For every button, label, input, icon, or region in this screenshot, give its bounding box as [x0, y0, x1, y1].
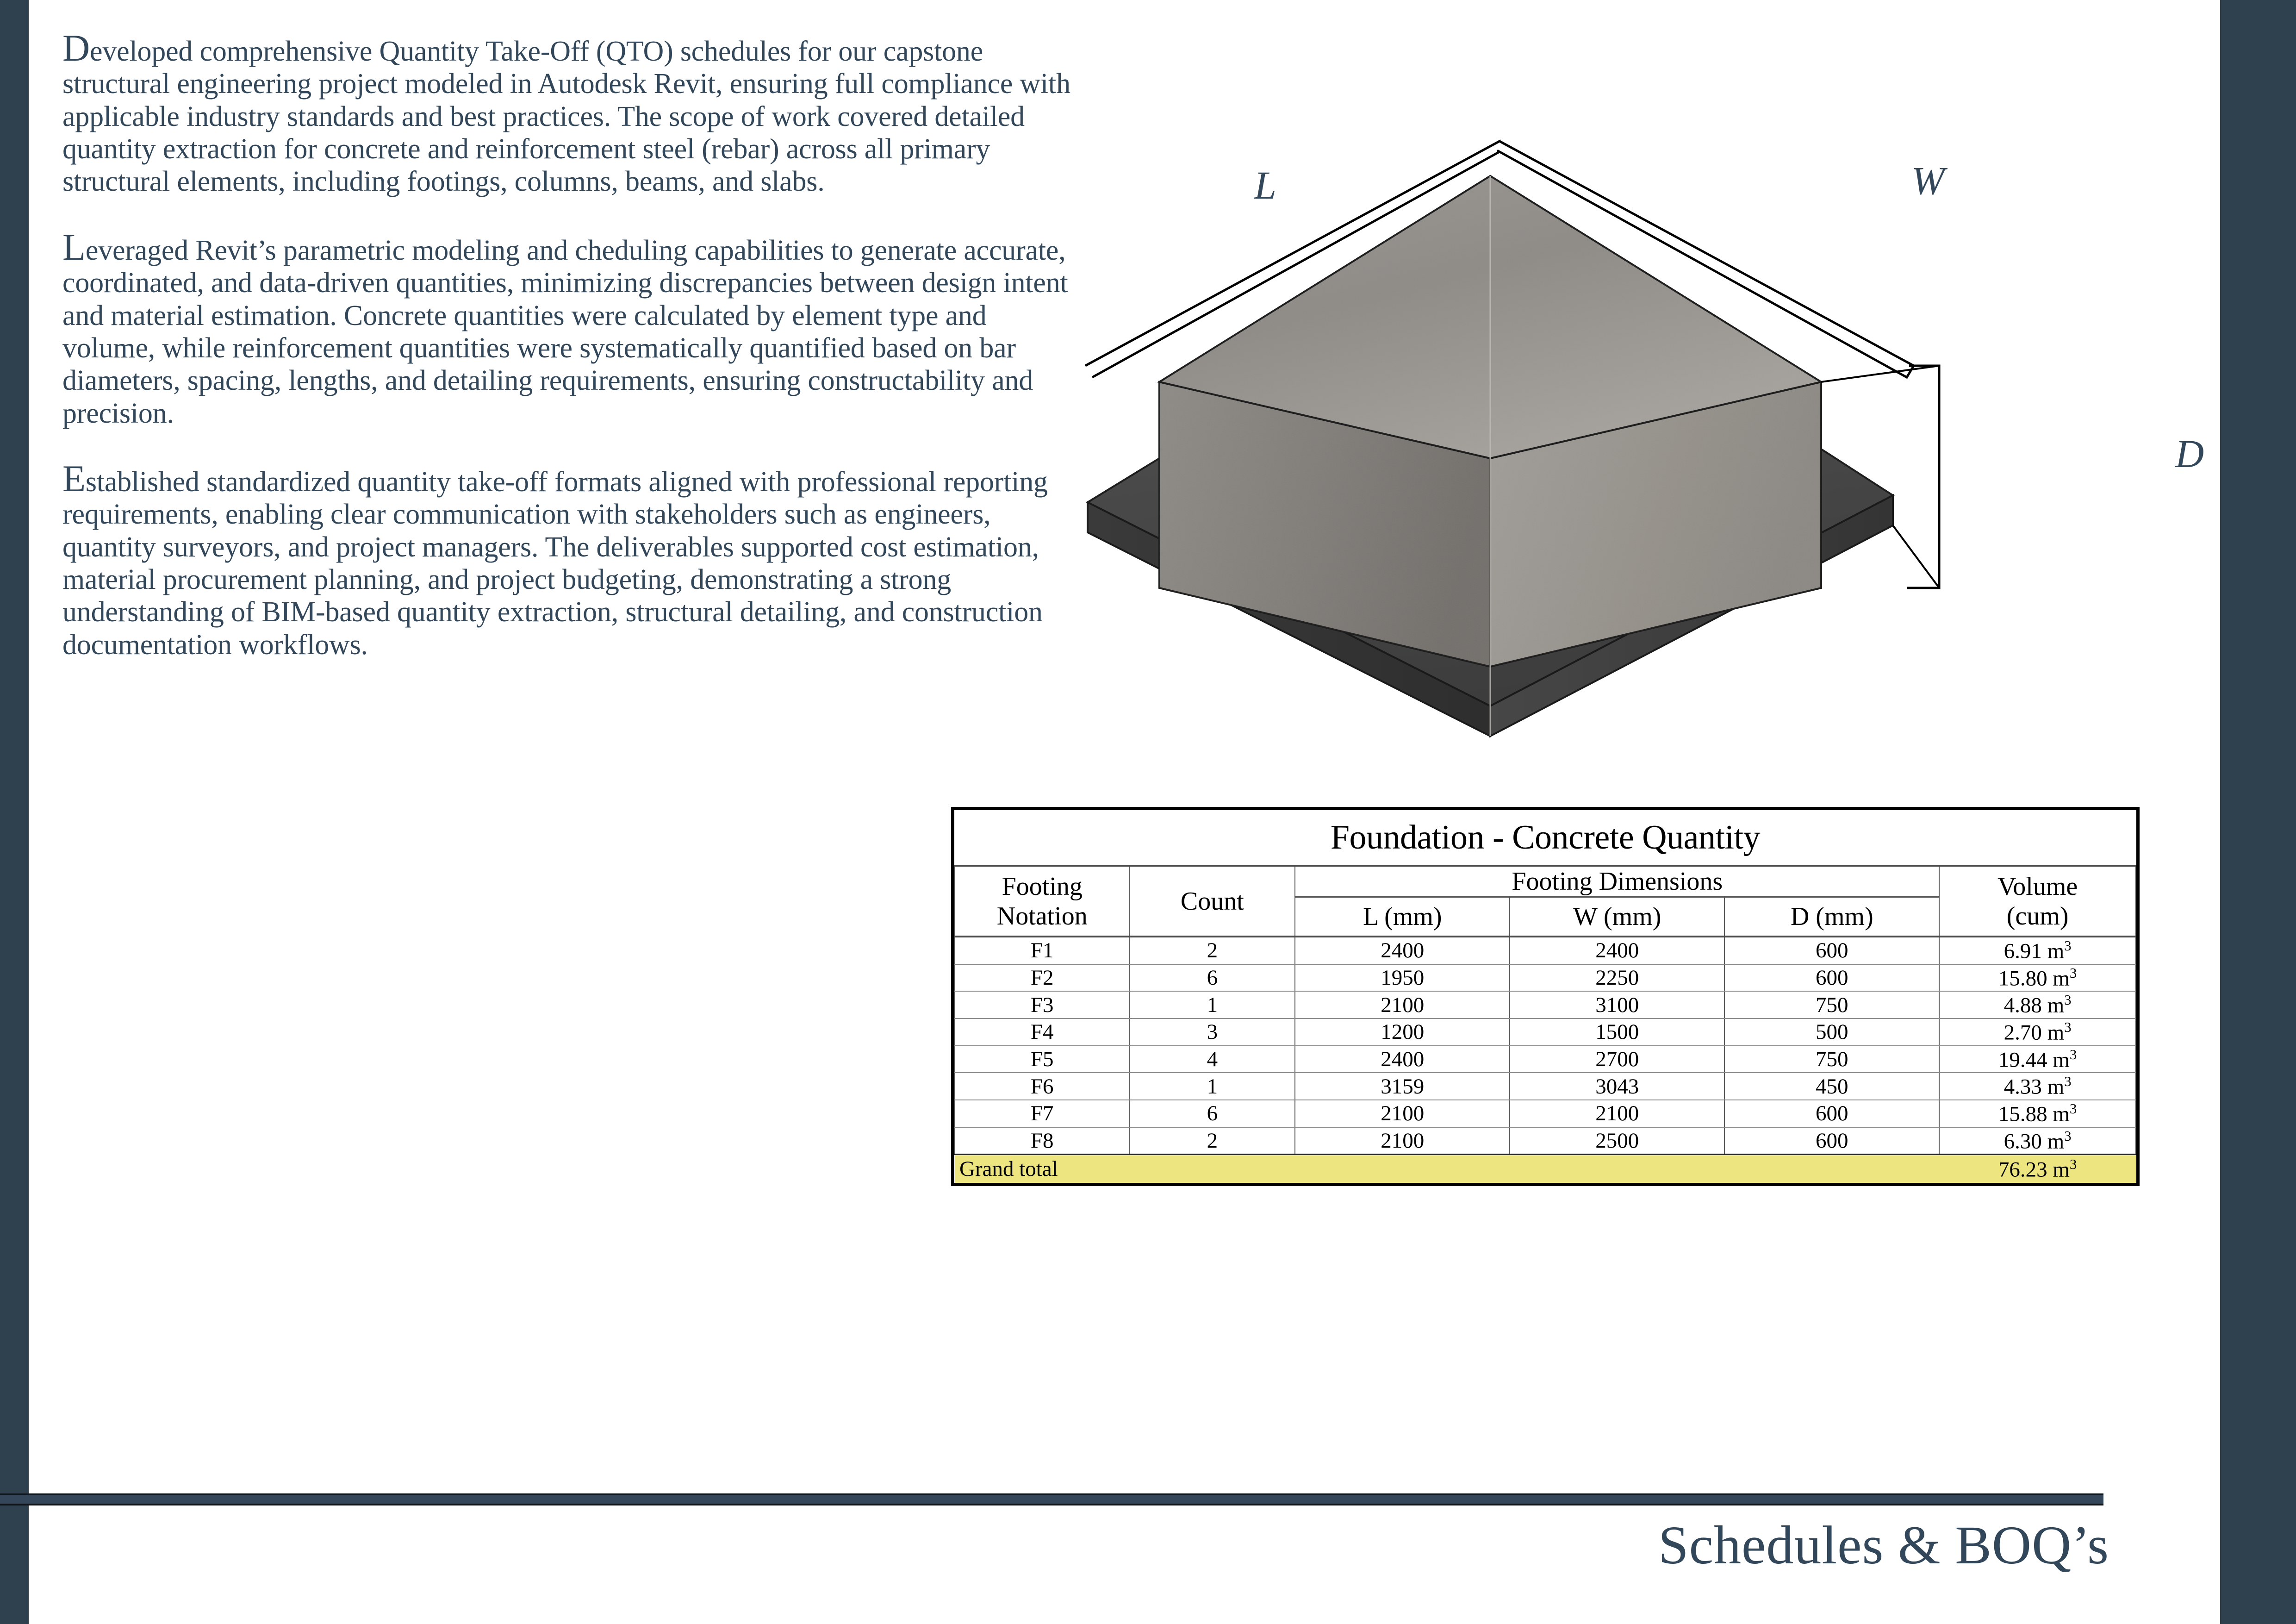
table-row	[955, 937, 2136, 964]
cell-length: 3159	[1295, 1073, 1510, 1100]
table-header-group-row	[955, 866, 2136, 897]
table-row	[955, 1046, 2136, 1073]
cell-depth: 600	[1724, 964, 1939, 992]
cell-volume-number: 4.33 m	[2004, 1074, 2065, 1099]
cell-notation: F4	[955, 1018, 1129, 1046]
table-row	[955, 1127, 2136, 1155]
footing-block	[1159, 176, 1821, 736]
cell-length: 2100	[1295, 991, 1510, 1018]
cell-width: 3100	[1510, 991, 1724, 1018]
grand-total-unit-sup: 3	[2069, 1156, 2077, 1172]
dimension-label-depth: D	[2175, 431, 2204, 476]
cell-count: 2	[1129, 937, 1295, 964]
cell-length: 1200	[1295, 1018, 1510, 1046]
dropcap-2: L	[62, 225, 86, 268]
header-footing-line2: Notation	[996, 901, 1088, 931]
schedule-table	[954, 810, 2136, 1183]
paragraph-2	[62, 225, 1081, 430]
cell-volume-number: 15.80 m	[1998, 966, 2070, 991]
cell-depth: 750	[1724, 1046, 1939, 1073]
cell-volume-number: 2.70 m	[2004, 1020, 2065, 1045]
paragraph-3-text: stablished standardized quantity take-off formats aligned with professional reporting requirements, enabling clear communication with stakeholders such as engineers, quantity surveyors, and project managers. The deliverables supported cost estimation, material procurement planning, and project budgeting, demonstrating a strong understanding of BIM-based quantity extraction, structural detailing, and construction documentation workflows.	[62, 466, 1048, 661]
table-title-row	[955, 810, 2136, 866]
cell-width: 2250	[1510, 964, 1724, 992]
header-volume	[1939, 866, 2136, 937]
table-row	[955, 964, 2136, 992]
cell-volume-unit-sup: 3	[2064, 1073, 2072, 1090]
cell-depth: 450	[1724, 1073, 1939, 1100]
header-width-mm: W (mm)	[1510, 897, 1724, 937]
header-footing-line1: Footing	[1002, 872, 1083, 901]
cell-depth: 500	[1724, 1018, 1939, 1046]
cell-depth: 600	[1724, 937, 1939, 964]
cell-width: 2700	[1510, 1046, 1724, 1073]
cell-depth: 600	[1724, 1127, 1939, 1155]
table-row	[955, 1018, 2136, 1046]
cell-notation: F5	[955, 1046, 1129, 1073]
grand-total-label: Grand total	[955, 1155, 1724, 1183]
header-depth-mm: D (mm)	[1724, 897, 1939, 937]
footer-divider-bar	[0, 1493, 2103, 1505]
cell-volume-unit-sup: 3	[2069, 1100, 2077, 1117]
header-count: Count	[1129, 866, 1295, 937]
cell-notation: F3	[955, 991, 1129, 1018]
cell-volume	[1939, 1127, 2136, 1155]
paragraph-3	[62, 457, 1081, 661]
cell-count: 1	[1129, 991, 1295, 1018]
grand-total-value	[1939, 1155, 2136, 1183]
cell-notation: F6	[955, 1073, 1129, 1100]
left-edge-strip	[0, 0, 29, 1624]
cell-volume-number: 4.88 m	[2004, 993, 2065, 1018]
paragraph-1	[62, 27, 1081, 198]
header-footing-notation	[955, 866, 1129, 937]
cell-width: 1500	[1510, 1018, 1724, 1046]
dimension-label-length: L	[1254, 163, 1276, 207]
header-footing-dimensions: Footing Dimensions	[1295, 866, 1939, 897]
cell-volume	[1939, 1073, 2136, 1100]
cell-volume-number: 6.91 m	[2004, 939, 2065, 963]
foundation-concrete-quantity-table	[951, 807, 2140, 1186]
cell-width: 3043	[1510, 1073, 1724, 1100]
cell-volume-number: 15.88 m	[1998, 1102, 2070, 1126]
grand-total-number: 76.23 m	[1998, 1157, 2070, 1182]
cell-count: 2	[1129, 1127, 1295, 1155]
cell-volume	[1939, 1100, 2136, 1127]
dimension-label-width: W	[1911, 158, 1945, 203]
cell-volume-unit-sup: 3	[2069, 964, 2077, 981]
table-head	[955, 810, 2136, 937]
body-text-column	[62, 27, 1081, 694]
cell-width: 2400	[1510, 937, 1724, 964]
footing-3d-illustration	[1000, 125, 2221, 773]
cell-notation: F1	[955, 937, 1129, 964]
cell-length: 2400	[1295, 937, 1510, 964]
cell-count: 4	[1129, 1046, 1295, 1073]
cell-length: 2400	[1295, 1046, 1510, 1073]
header-length-mm: L (mm)	[1295, 897, 1510, 937]
cell-notation: F7	[955, 1100, 1129, 1127]
grand-total-spacer	[1724, 1155, 1939, 1183]
dropcap-1: D	[62, 27, 90, 69]
grand-total-row	[955, 1155, 2136, 1183]
cell-length: 1950	[1295, 964, 1510, 992]
cell-volume	[1939, 1046, 2136, 1073]
cell-volume-number: 6.30 m	[2004, 1129, 2065, 1154]
cell-volume	[1939, 991, 2136, 1018]
cell-volume-unit-sup: 3	[2064, 937, 2072, 954]
cell-notation: F2	[955, 964, 1129, 992]
cell-width: 2100	[1510, 1100, 1724, 1127]
cell-volume-unit-sup: 3	[2064, 1018, 2072, 1035]
table-body	[955, 937, 2136, 1155]
cell-depth: 750	[1724, 991, 1939, 1018]
cell-count: 1	[1129, 1073, 1295, 1100]
table-title: Foundation - Concrete Quantity	[955, 810, 2136, 866]
cell-count: 3	[1129, 1018, 1295, 1046]
paragraph-1-text: eveloped comprehensive Quantity Take-Off (QTO) schedules for our capstone structural engineering project modeled in Autodesk Revit, ensuring full compliance with applicable industry standards and best practices. The scope of work covered detailed quantity extraction for concrete and reinforcement steel (rebar) across all primary structural elements, including footings, columns, beams, and slabs.	[62, 36, 1070, 198]
table-row	[955, 1100, 2136, 1127]
header-volume-line1: Volume	[1997, 872, 2078, 901]
cell-length: 2100	[1295, 1127, 1510, 1155]
cell-volume-number: 19.44 m	[1998, 1048, 2070, 1072]
cell-volume-unit-sup: 3	[2064, 992, 2072, 1008]
cell-volume-unit-sup: 3	[2064, 1127, 2072, 1144]
cell-volume	[1939, 1018, 2136, 1046]
cell-length: 2100	[1295, 1100, 1510, 1127]
cell-volume-unit-sup: 3	[2069, 1046, 2077, 1062]
cell-count: 6	[1129, 1100, 1295, 1127]
table-row	[955, 1073, 2136, 1100]
paragraph-2-text: everaged Revit’s parametric modeling and cheduling capabilities to generate accurate, coordinated, and data-driven quantities, minimizing discrepancies between design intent and material estimation. Concrete quantities were calculated by element type and volume, while reinforcement quantities were systematically quantified based on bar diameters, spacing, lengths, and detailing requirements, ensuring constructability and precision.	[62, 234, 1068, 429]
cell-count: 6	[1129, 964, 1295, 992]
cell-depth: 600	[1724, 1100, 1939, 1127]
table-foot	[955, 1155, 2136, 1183]
footing-3d-svg	[1000, 125, 2221, 773]
right-edge-strip	[2220, 0, 2296, 1624]
table-row	[955, 991, 2136, 1018]
dimension-line-depth	[1907, 366, 1939, 588]
header-volume-line2: (cum)	[2006, 901, 2069, 931]
footer-section-title: Schedules & BOQ’s	[1658, 1515, 2109, 1575]
cell-volume	[1939, 937, 2136, 964]
dropcap-3: E	[62, 457, 86, 500]
cell-notation: F8	[955, 1127, 1129, 1155]
cell-width: 2500	[1510, 1127, 1724, 1155]
cell-volume	[1939, 964, 2136, 992]
